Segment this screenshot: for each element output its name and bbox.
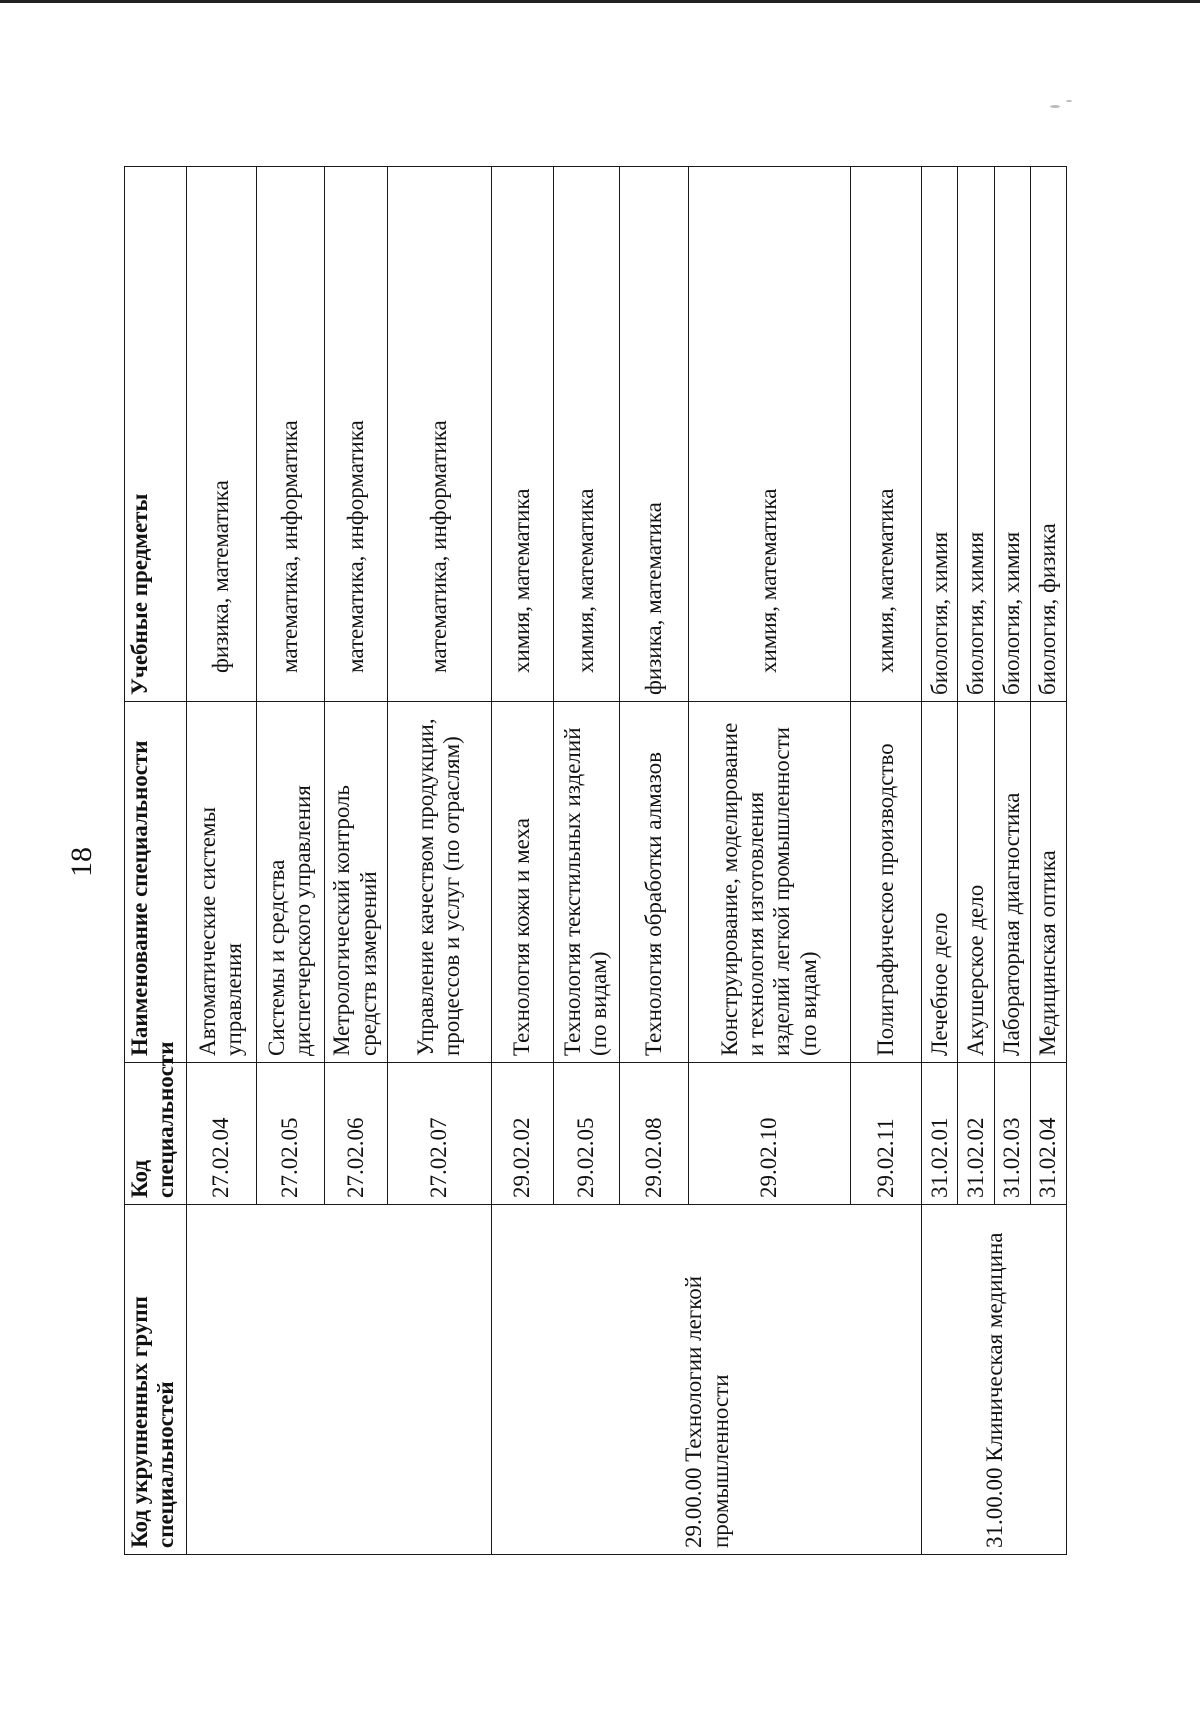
name-cell: Медицинская оптика — [1030, 702, 1066, 1063]
name-cell: Технология кожи и меха — [492, 702, 554, 1063]
code-cell: 29.02.10 — [689, 1063, 851, 1205]
scan-speck — [1066, 100, 1072, 102]
subjects-cell: математика, информатика — [324, 167, 387, 702]
code-cell: 27.02.05 — [256, 1063, 324, 1205]
subjects-cell: физика, математика — [619, 167, 688, 702]
code-cell: 31.02.04 — [1030, 1063, 1066, 1205]
code-cell: 31.02.03 — [994, 1063, 1030, 1205]
name-cell: Автоматические системы управления — [186, 702, 256, 1063]
code-cell: 31.02.01 — [922, 1063, 958, 1205]
subjects-cell: физика, математика — [186, 167, 256, 702]
name-cell: Технология текстильных изделий (по видам) — [553, 702, 619, 1063]
subjects-cell: математика, информатика — [256, 167, 324, 702]
subjects-cell: биология, химия — [922, 167, 958, 702]
header-code: Код специальности — [125, 1063, 187, 1205]
code-cell: 31.02.02 — [958, 1063, 994, 1205]
scan-top-edge — [0, 0, 1200, 3]
code-cell: 29.02.05 — [553, 1063, 619, 1205]
subjects-cell: химия, математика — [850, 167, 921, 702]
name-cell: Управление качеством продукции, процессов и услуг (по отраслям) — [387, 702, 491, 1063]
rotated-table-wrapper — [124, 167, 1067, 1555]
table-row — [922, 167, 958, 1555]
scan-speck — [1050, 105, 1060, 108]
code-cell: 27.02.04 — [186, 1063, 256, 1205]
subjects-cell: математика, информатика — [387, 167, 491, 702]
group-cell: 31.00.00 Клиническая медицина — [922, 1205, 1067, 1555]
header-group: Код укрупненных групп специальностей — [125, 1205, 187, 1555]
table-row — [186, 167, 256, 1555]
subjects-cell: химия, математика — [689, 167, 851, 702]
table-row — [492, 167, 554, 1555]
subjects-cell: химия, математика — [553, 167, 619, 702]
code-cell: 29.02.02 — [492, 1063, 554, 1205]
name-cell: Конструирование, моделирование и технология изготовления изделий легкой промышленности (по видам) — [689, 702, 851, 1063]
name-cell: Лабораторная диагностика — [994, 702, 1030, 1063]
specialties-table — [124, 166, 1067, 1555]
name-cell: Полиграфическое производство — [850, 702, 921, 1063]
name-cell: Технология обработки алмазов — [619, 702, 688, 1063]
page-number: 18 — [65, 847, 98, 877]
subjects-cell: химия, математика — [492, 167, 554, 702]
table-header-row — [125, 167, 187, 1555]
group-cell: 29.00.00 Технологии легкой промышленности — [492, 1205, 922, 1555]
subjects-cell: биология, химия — [958, 167, 994, 702]
code-cell: 27.02.07 — [387, 1063, 491, 1205]
name-cell: Акушерское дело — [958, 702, 994, 1063]
name-cell: Лечебное дело — [922, 702, 958, 1063]
subjects-cell: биология, физика — [1030, 167, 1066, 702]
name-cell: Системы и средства диспетчерского управления — [256, 702, 324, 1063]
name-cell: Метрологический контроль средств измерений — [324, 702, 387, 1063]
header-name: Наименование специальности — [125, 702, 187, 1063]
code-cell: 29.02.08 — [619, 1063, 688, 1205]
header-subjects: Учебные предметы — [125, 167, 187, 702]
code-cell: 29.02.11 — [850, 1063, 921, 1205]
group-cell — [186, 1205, 491, 1555]
subjects-cell: биология, химия — [994, 167, 1030, 702]
code-cell: 27.02.06 — [324, 1063, 387, 1205]
